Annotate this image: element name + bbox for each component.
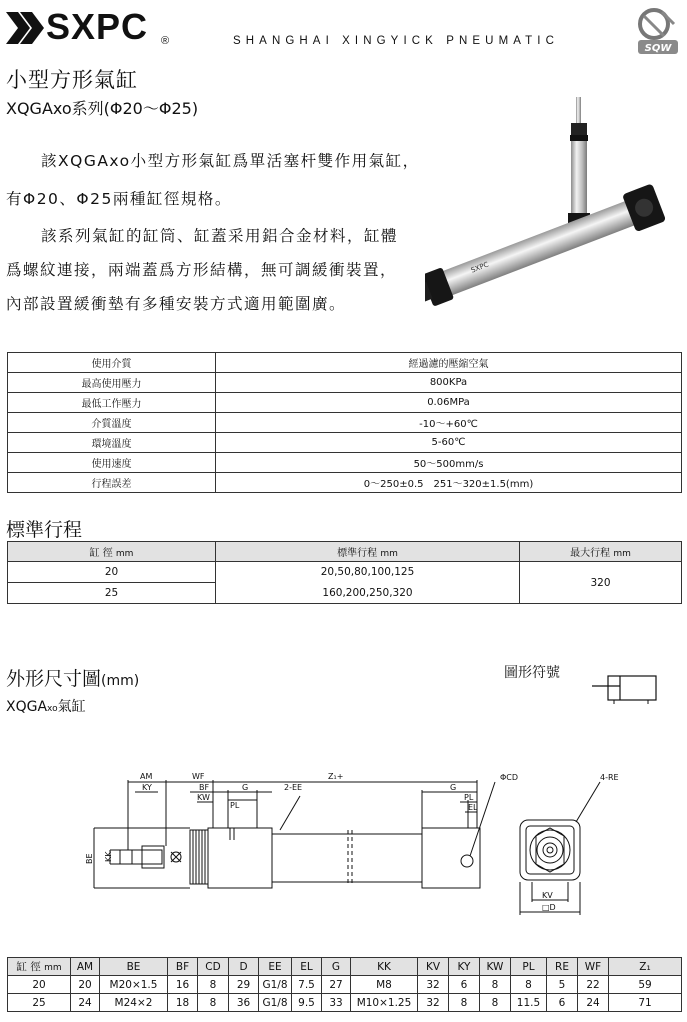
table-cell: 27 <box>322 976 351 994</box>
dim-label-kv: KV <box>542 891 553 900</box>
dim-label-kw: KW <box>197 793 210 802</box>
header-cell: KK <box>351 958 418 976</box>
header-cell: 缸 徑 mm <box>8 542 216 562</box>
spec-value: 50～500mm/s <box>216 453 682 473</box>
table-cell: 5 <box>547 976 578 994</box>
corner-logo-text: SQW <box>644 43 672 54</box>
header-cell: 最大行程 mm <box>520 542 682 562</box>
brand-logo-mark-icon <box>6 12 48 44</box>
table-row <box>8 976 682 994</box>
table-cell: 7.5 <box>292 976 322 994</box>
spec-value: 0～250±0.5 251～320±1.5(mm) <box>216 473 682 493</box>
standard-stroke-table <box>7 541 682 604</box>
header-cell: RE <box>547 958 578 976</box>
header-cell: 標準行程 mm <box>216 542 520 562</box>
intro-line-5: 內部設置緩衝墊有多種安裝方式適用範圍廣。 <box>6 295 347 313</box>
dim-label-am: AM <box>140 772 153 781</box>
table-cell: 59 <box>609 976 682 994</box>
product-label: SXPC <box>469 260 490 275</box>
table-row <box>8 473 682 493</box>
spec-label: 最高使用壓力 <box>8 373 216 393</box>
dim-label-cd: ΦCD <box>500 773 519 782</box>
table-cell: 20 <box>8 976 71 994</box>
company-name: SHANGHAI XINGYICK PNEUMATIC <box>233 35 559 47</box>
header-cell: KW <box>480 958 511 976</box>
spec-label: 使用速度 <box>8 453 216 473</box>
table-row <box>8 353 682 373</box>
header-cell: EE <box>259 958 292 976</box>
corner-logo-icon <box>634 6 680 56</box>
table-row <box>8 413 682 433</box>
table-cell: 6 <box>547 994 578 1012</box>
drawing-model: XQGAxo氣缸 <box>6 699 86 715</box>
table-cell: 33 <box>322 994 351 1012</box>
dim-label-bf: BF <box>199 783 210 792</box>
header-cell: KY <box>449 958 480 976</box>
dimension-drawing <box>80 770 650 920</box>
header-cell: BF <box>168 958 198 976</box>
header-cell: KV <box>418 958 449 976</box>
dim-label-el: EL <box>468 803 478 812</box>
spec-value: 800KPa <box>216 373 682 393</box>
table-cell: M8 <box>351 976 418 994</box>
table-cell: 8 <box>198 994 229 1012</box>
stroke-cell: 160,200,250,320 <box>216 583 520 604</box>
table-cell: 32 <box>418 994 449 1012</box>
table-cell: G1/8 <box>259 994 292 1012</box>
table-row <box>8 562 682 583</box>
spec-value: 0.06MPa <box>216 393 682 413</box>
page-title: 小型方形氣缸 <box>6 68 138 92</box>
bore-cell: 25 <box>8 583 216 604</box>
registered-mark: ® <box>161 35 170 47</box>
spec-label: 最低工作壓力 <box>8 393 216 413</box>
table-cell: M20×1.5 <box>100 976 168 994</box>
table-cell: 20 <box>71 976 100 994</box>
dim-label-be: BE <box>85 853 94 864</box>
spec-label: 環境溫度 <box>8 433 216 453</box>
max-stroke-cell: 320 <box>520 562 682 604</box>
header-cell: PL <box>511 958 547 976</box>
table-cell: G1/8 <box>259 976 292 994</box>
table-cell: 25 <box>8 994 71 1012</box>
table-cell: M10×1.25 <box>351 994 418 1012</box>
table-cell: 16 <box>168 976 198 994</box>
dimension-table <box>7 957 682 1012</box>
table-cell: M24×2 <box>100 994 168 1012</box>
table-cell: 8 <box>480 976 511 994</box>
spec-label: 介質溫度 <box>8 413 216 433</box>
dim-label-ee: 2-EE <box>284 783 303 792</box>
table-cell: 24 <box>71 994 100 1012</box>
spec-value: 5-60℃ <box>216 433 682 453</box>
intro-line-2: 有Φ20、Φ25兩種缸徑規格。 <box>6 190 232 208</box>
table-cell: 8 <box>449 994 480 1012</box>
table-header-row <box>8 542 682 562</box>
header-cell: WF <box>578 958 609 976</box>
table-cell: 24 <box>578 994 609 1012</box>
table-cell: 22 <box>578 976 609 994</box>
header-cell: EL <box>292 958 322 976</box>
table-row <box>8 433 682 453</box>
standard-stroke-title: 標準行程 <box>6 519 83 541</box>
intro-line-4: 爲螺紋連接，兩端蓋爲方形結構，無可調緩衝裝置， <box>6 261 398 279</box>
dim-label-wf: WF <box>192 772 205 781</box>
dim-label-kk: KK <box>104 851 113 862</box>
table-cell: 32 <box>418 976 449 994</box>
spec-label: 行程誤差 <box>8 473 216 493</box>
table-header-row <box>8 958 682 976</box>
table-cell: 9.5 <box>292 994 322 1012</box>
spec-value: -10～+60℃ <box>216 413 682 433</box>
table-row <box>8 393 682 413</box>
table-row <box>8 994 682 1012</box>
table-row <box>8 373 682 393</box>
table-cell: 18 <box>168 994 198 1012</box>
dim-label-ky: KY <box>142 783 152 792</box>
table-cell: 8 <box>480 994 511 1012</box>
dim-label-d: □D <box>542 903 556 912</box>
table-cell: 8 <box>198 976 229 994</box>
pneumatic-symbol-icon <box>590 670 660 706</box>
spec-value: 經過濾的壓縮空氣 <box>216 353 682 373</box>
table-cell: 8 <box>511 976 547 994</box>
spec-table <box>7 352 682 493</box>
stroke-cell: 20,50,80,100,125 <box>216 562 520 583</box>
dim-label-g-rear: G <box>450 783 457 792</box>
symbol-label: 圖形符號 <box>504 665 560 681</box>
dim-label-pl-front: PL <box>230 801 240 810</box>
bore-cell: 20 <box>8 562 216 583</box>
table-cell: 6 <box>449 976 480 994</box>
corner-logo <box>634 6 680 56</box>
brand-name: SXPC <box>46 6 149 47</box>
dim-label-z: Z₁+ <box>328 772 344 781</box>
header-cell: Z₁ <box>609 958 682 976</box>
page-subtitle: XQGAxo系列(Φ20～Φ25) <box>6 99 199 118</box>
spec-label: 使用介質 <box>8 353 216 373</box>
table-cell: 71 <box>609 994 682 1012</box>
header-cell: D <box>229 958 259 976</box>
header-cell: AM <box>71 958 100 976</box>
header-cell: 缸 徑 mm <box>8 958 71 976</box>
intro-line-1: 該XQGAxo小型方形氣缸爲單活塞杆雙作用氣缸， <box>41 152 420 170</box>
header-cell: G <box>322 958 351 976</box>
table-row <box>8 453 682 473</box>
dim-label-pl-rear: PL <box>464 793 474 802</box>
table-cell: 29 <box>229 976 259 994</box>
cylinder-product-image <box>425 95 665 335</box>
header-cell: CD <box>198 958 229 976</box>
dim-label-g-front: G <box>242 783 249 792</box>
intro-line-3: 該系列氣缸的缸筒、缸蓋采用鋁合金材料，缸體 <box>41 227 399 245</box>
table-cell: 36 <box>229 994 259 1012</box>
table-cell: 11.5 <box>511 994 547 1012</box>
drawing-title: 外形尺寸圖(mm) <box>6 668 140 690</box>
header-cell: BE <box>100 958 168 976</box>
dim-label-re: 4-RE <box>600 773 619 782</box>
